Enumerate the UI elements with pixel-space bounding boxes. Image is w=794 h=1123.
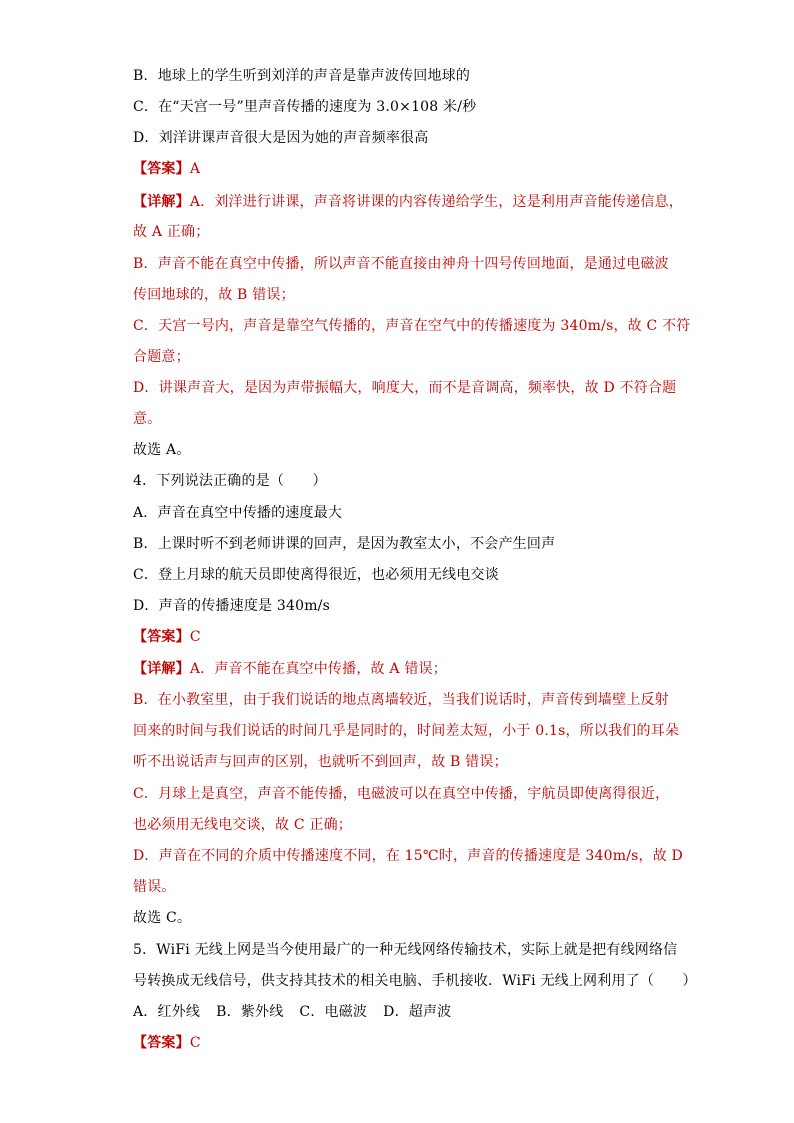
q3-answer: [133, 159, 200, 179]
q3-detail-text: A．刘洋进行讲课，声音将讲课的内容传递给学生，这是利用声音能传递信息，: [189, 194, 683, 210]
q3-option-c: C．在“天宫一号”里声音传播的速度为 3.0×108 米/秒: [133, 99, 477, 115]
q5-options: [133, 1002, 451, 1022]
q5-answer: [133, 1033, 201, 1053]
q4-conclusion: 故选 C。: [133, 910, 192, 926]
q4-detail-line-4: 听不出说话声与回声的区别，也就听不到回声，故 B 错误；: [133, 754, 508, 770]
q4-detail-line-8: 错误。: [133, 879, 176, 895]
q4-detail-line-7: D．声音在不同的介质中传播速度不同，在 15℃时，声音的传播速度是 340m/s，故 D: [133, 848, 683, 864]
q4-option-b: B．上课时听不到老师讲课的回声，是因为教室太小，不会产生回声: [133, 536, 556, 552]
q3-detail-line-5: C．天宫一号内，声音是靠空气传播的，声音在空气中的传播速度为 340m/s，故 C 不符: [133, 318, 691, 334]
q4-detail-text: A．声音不能在真空中传播，故 A 错误；: [189, 661, 447, 677]
q5-option-d: D．超声波: [383, 1004, 452, 1020]
q4-detail-line-6: 也必须用无线电交谈，故 C 正确；: [133, 817, 353, 833]
q3-detail-line-4: 传回地球的，故 B 错误；: [133, 287, 295, 303]
q3-detail-line-7: D．讲课声音大，是因为声带振幅大，响度大，而不是音调高，频率快，故 D 不符合题: [133, 380, 677, 396]
q4-detail-line-1: [133, 659, 447, 679]
q3-conclusion: 故选 A。: [133, 442, 191, 458]
q4-answer-value: C: [189, 629, 201, 645]
q4-detail-line-3: 回来的时间与我们说话的时间几乎是同时的，时间差太短，小于 0.1s，所以我们的耳朵: [133, 723, 680, 739]
q4-stem: 4．下列说法正确的是（ ）: [133, 473, 327, 489]
q3-detail-line-8: 意。: [133, 411, 162, 427]
q4-answer-label: 【答案】: [133, 629, 190, 645]
q4-option-c: C．登上月球的航天员即使离得很近，也必须用无线电交谈: [133, 567, 499, 583]
q4-detail-label: 【详解】: [133, 661, 190, 677]
q3-answer-value: A: [189, 161, 201, 177]
q5-option-a: A．红外线: [133, 1004, 201, 1020]
q3-detail-label: 【详解】: [133, 194, 190, 210]
q4-detail-line-5: C．月球上是真空，声音不能传播，电磁波可以在真空中传播，宇航员即使离得很近，: [133, 786, 670, 802]
q3-option-d: D．刘洋讲课声音很大是因为她的声音频率很高: [133, 130, 429, 146]
q3-detail-line-3: B．声音不能在真空中传播，所以声音不能直接由神舟十四号传回地面，是通过电磁波: [133, 256, 669, 272]
q5-stem-line-2: 号转换成无线信号，供支持其技术的相关电脑、手机接收．WiFi 无线上网利用了（ ）: [133, 973, 697, 989]
q3-detail-line-6: 合题意；: [133, 349, 190, 365]
q4-answer: [133, 627, 201, 647]
q3-answer-label: 【答案】: [133, 161, 190, 177]
q5-option-b: B．紫外线: [216, 1004, 284, 1020]
q5-stem-line-1: 5．WiFi 无线上网是当今使用最广的一种无线网络传输技术，实际上就是把有线网络信: [133, 942, 678, 958]
q4-option-d: D．声音的传播速度是 340m/s: [133, 598, 330, 614]
q5-answer-value: C: [189, 1035, 201, 1051]
q3-option-b: B．地球上的学生听到刘洋的声音是靠声波传回地球的: [133, 68, 471, 84]
q3-detail-line-2: 故 A 正确；: [133, 224, 210, 240]
q4-option-a: A．声音在真空中传播的速度最大: [133, 505, 343, 521]
q3-detail-line-1: [133, 192, 683, 212]
q5-answer-label: 【答案】: [133, 1035, 190, 1051]
q4-detail-line-2: B．在小教室里，由于我们说话的地点离墙较近，当我们说话时，声音传到墙壁上反射: [133, 692, 669, 708]
q5-option-c: C．电磁波: [299, 1004, 368, 1020]
